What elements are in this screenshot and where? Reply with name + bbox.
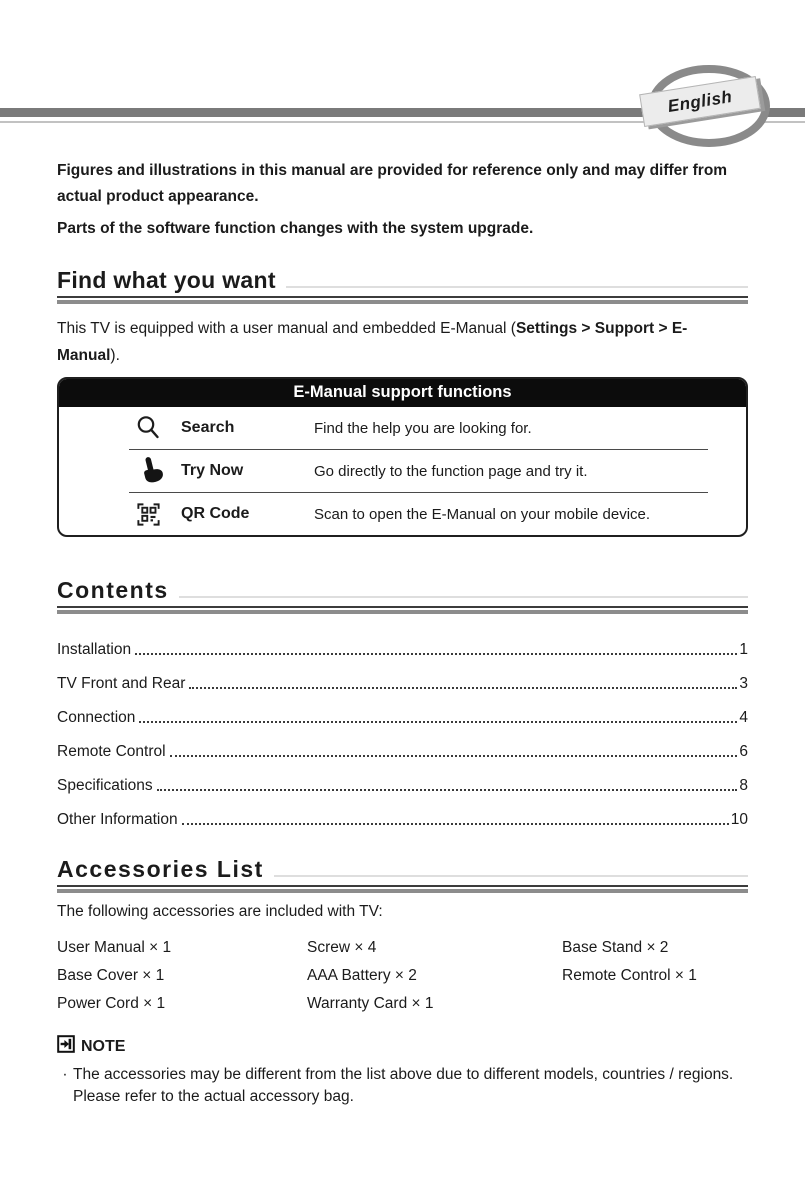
emanual-table: [57, 377, 748, 537]
row-label: Try Now: [181, 462, 244, 479]
toc-dot-leader: [189, 687, 737, 689]
toc-page-number: 4: [739, 709, 748, 726]
note-arrow-icon: [57, 1035, 75, 1058]
accessory-item: Remote Control × 1: [562, 967, 697, 984]
accessories-intro: The following accessories are included with TV:: [57, 903, 383, 920]
row-description: Scan to open the E-Manual on your mobile device.: [314, 505, 651, 523]
accessories-section-title: Accessories List: [57, 856, 264, 882]
heading-rule: [57, 889, 748, 893]
accessories-column-1: [57, 934, 307, 1018]
section-heading-contents: [57, 577, 748, 614]
intro-paragraph-1: Figures and illustrations in this manual are provided for reference only and may differ from actual product appearance.: [57, 162, 728, 205]
heading-tail-rule: [179, 596, 748, 598]
note-title: NOTE: [81, 1037, 126, 1055]
heading-tail-rule: [286, 286, 748, 288]
find-paragraph-prefix: This TV is equipped with a user manual and embedded E-Manual (: [57, 320, 516, 337]
toc-label: Other Information: [57, 811, 178, 828]
heading-tail-rule: [274, 875, 748, 877]
table-of-contents: [57, 624, 748, 828]
hand-pointer-icon: [135, 456, 181, 486]
toc-dot-leader: [182, 823, 729, 825]
toc-entry-tv-front-rear: [57, 658, 748, 692]
qr-code-icon: [135, 501, 181, 528]
toc-label: Specifications: [57, 777, 153, 794]
contents-section-title: Contents: [57, 577, 169, 603]
row-description: Go directly to the function page and try it.: [314, 462, 588, 480]
table-row-qr-code: [59, 493, 746, 535]
section-heading-find: [57, 267, 748, 304]
accessories-column-2: [307, 934, 562, 1018]
toc-page-number: 1: [739, 641, 748, 658]
heading-rule: [57, 610, 748, 614]
page-content: [57, 0, 748, 1108]
toc-label: Installation: [57, 641, 132, 658]
row-label: Search: [181, 419, 235, 436]
toc-page-number: 6: [739, 743, 748, 760]
toc-dot-leader: [135, 653, 737, 655]
toc-label: Remote Control: [57, 743, 166, 760]
emanual-table-header: E-Manual support functions: [59, 379, 746, 407]
toc-page-number: 3: [739, 675, 748, 692]
toc-entry-specifications: [57, 760, 748, 794]
toc-label: Connection: [57, 709, 136, 726]
toc-page-number: 10: [730, 811, 748, 828]
search-icon: [135, 414, 181, 442]
row-description: Find the help you are looking for.: [314, 419, 532, 437]
bullet-marker: ·: [62, 1066, 68, 1083]
language-badge: [638, 60, 780, 150]
accessory-item: User Manual × 1: [57, 939, 172, 956]
row-label: QR Code: [181, 505, 250, 522]
heading-rule: [57, 300, 748, 304]
accessories-grid: [57, 934, 748, 1018]
section-heading-accessories: [57, 856, 748, 893]
note-header: [57, 1035, 748, 1058]
accessory-item: Power Cord × 1: [57, 995, 166, 1012]
toc-entry-installation: [57, 624, 748, 658]
toc-label: TV Front and Rear: [57, 675, 186, 692]
intro-paragraph-2: Parts of the software function changes with the system upgrade.: [57, 220, 534, 237]
toc-page-number: 8: [739, 777, 748, 794]
toc-dot-leader: [157, 789, 738, 791]
table-row-search: [59, 407, 746, 449]
table-row-try-now: [59, 450, 746, 492]
find-section-paragraph: [57, 315, 748, 369]
accessory-item: AAA Battery × 2: [307, 967, 417, 984]
accessory-item: Screw × 4: [307, 939, 377, 956]
accessory-item: Base Cover × 1: [57, 967, 165, 984]
find-section-title: Find what you want: [57, 267, 276, 293]
toc-entry-remote-control: [57, 726, 748, 760]
toc-dot-leader: [170, 755, 738, 757]
toc-entry-other-information: [57, 794, 748, 828]
note-text: The accessories may be different from the list above due to different models, countries / regions. Please refer to the actual accessory bag.: [73, 1066, 734, 1105]
note-bullet: [57, 1064, 748, 1108]
language-banner-label: English: [639, 76, 761, 127]
toc-dot-leader: [139, 721, 737, 723]
accessories-column-3: [562, 934, 748, 1018]
find-paragraph-menu-path: Settings > Support > E-Manual: [57, 320, 688, 364]
toc-entry-connection: [57, 692, 748, 726]
accessory-item: Warranty Card × 1: [307, 995, 434, 1012]
accessory-item: Base Stand × 2: [562, 939, 669, 956]
find-paragraph-suffix: ).: [110, 347, 120, 364]
